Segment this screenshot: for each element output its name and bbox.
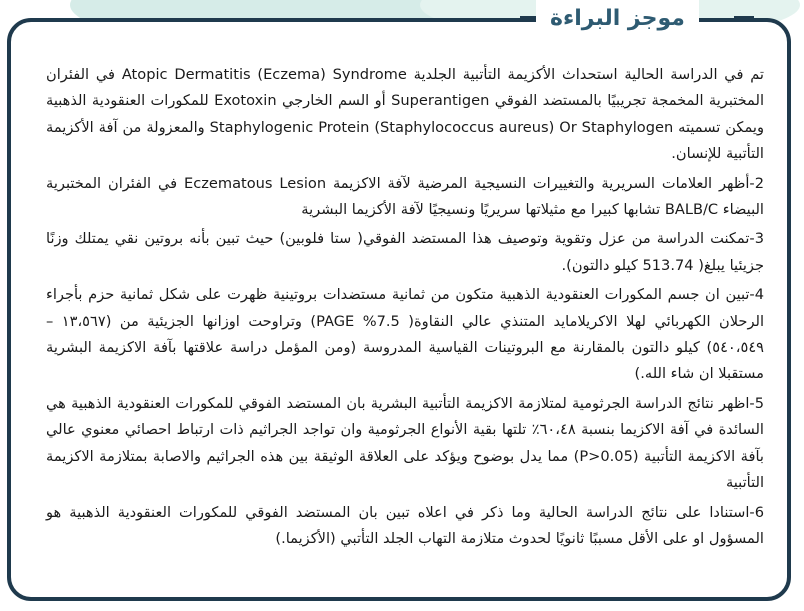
paragraph-3: 3-تمكنت الدراسة من عزل وتقوية وتوصيف هذا المستضد الفوقي( ستا فلوبين) حيث تبين بأنه بروتين نقي يمتلك وزنًا جزيئيا يبلغ( 513.74 كيلو دالتون).	[46, 230, 764, 274]
paragraph-2: 2-أظهر العلامات السريرية والتغييرات النسيجية المرضية لآفة الاكزيمة Eczematous Lesion في الفئران المختبرية البيضاء BALB/C تشابها كبيرا مع مثيلاتها سريريًا ونسيجيًا لآفة الأكزيما البشرية	[46, 174, 764, 219]
abstract-body	[46, 62, 764, 555]
paragraph-intro: تم في الدراسة الحالية استحداث الأكزيمة التأتبية الجلدية Atopic Dermatitis (Eczema) Syndrome في الفئران المختبرية المخمجة تجريبيًا بالمستضد الفوقي Superantigen أو السم الخارجي Exotoxin للمكورات العنقودية الذهبية ويمكن تسميته Staphylogenic Protein (Staphylococcus aureus) Or Staphylogen والمعزولة من آفة الأكزيمة التأتبية للإنسان.	[46, 66, 764, 163]
paragraph-5: 5-اظهر نتائج الدراسة الجرثومية لمتلازمة الاكزيمة التأتبية البشرية بان المستضد الفوقي للمكورات العنقودية الذهبية هي السائدة في آفة الاكزيما بنسبة ٦٠،٤٨٪ تلتها بقية الأنواع الجرثومية وان تواجد الجراثيم ذات ارتباط احصائي معنوي عالي بآفة الاكزيمة التأتبية (P>0.05) مما يدل بوضوح ويؤكد على العلاقة الوثيقة بين هذه الجراثيم والاصابة بمتلازمة الاكزيمة التأتبية	[46, 394, 764, 492]
paragraph-4: 4-تبين ان جسم المكورات العنقودية الذهبية متكون من ثمانية مستضدات بروتينية ظهرت على شكل ثمانية حزم بأجراء الرحلان الكهربائي لهلا الاكريلامايد المتنذي عالي النقاوة( 7.5% PAGE) وتراوحت اوزانها الجزيئية من (١٣،٥٦٧ – ٥٤٠،٥٤٩) كيلو دالتون بالمقارنة مع البروتينات القياسية المدروسة (ومن المؤمل دراسة علاقتها بآفة الاكزيمة البشرية مستقبلا ان شاء الله.)	[46, 286, 764, 383]
page-title: موجز البراءة	[550, 5, 685, 31]
paragraph-6: 6-استنادا على نتائج الدراسة الحالية وما ذكر في اعلاه تبين بان المستضد الفوقي للمكورات العنقودية الذهبية هو المسؤول او على الأقل مسببًا ثانويًا لحدوث متلازمة التهاب الجلد التأتبي (الأكزيما.)	[46, 503, 764, 547]
title-dash-right	[734, 16, 754, 20]
title-container	[536, 0, 699, 36]
